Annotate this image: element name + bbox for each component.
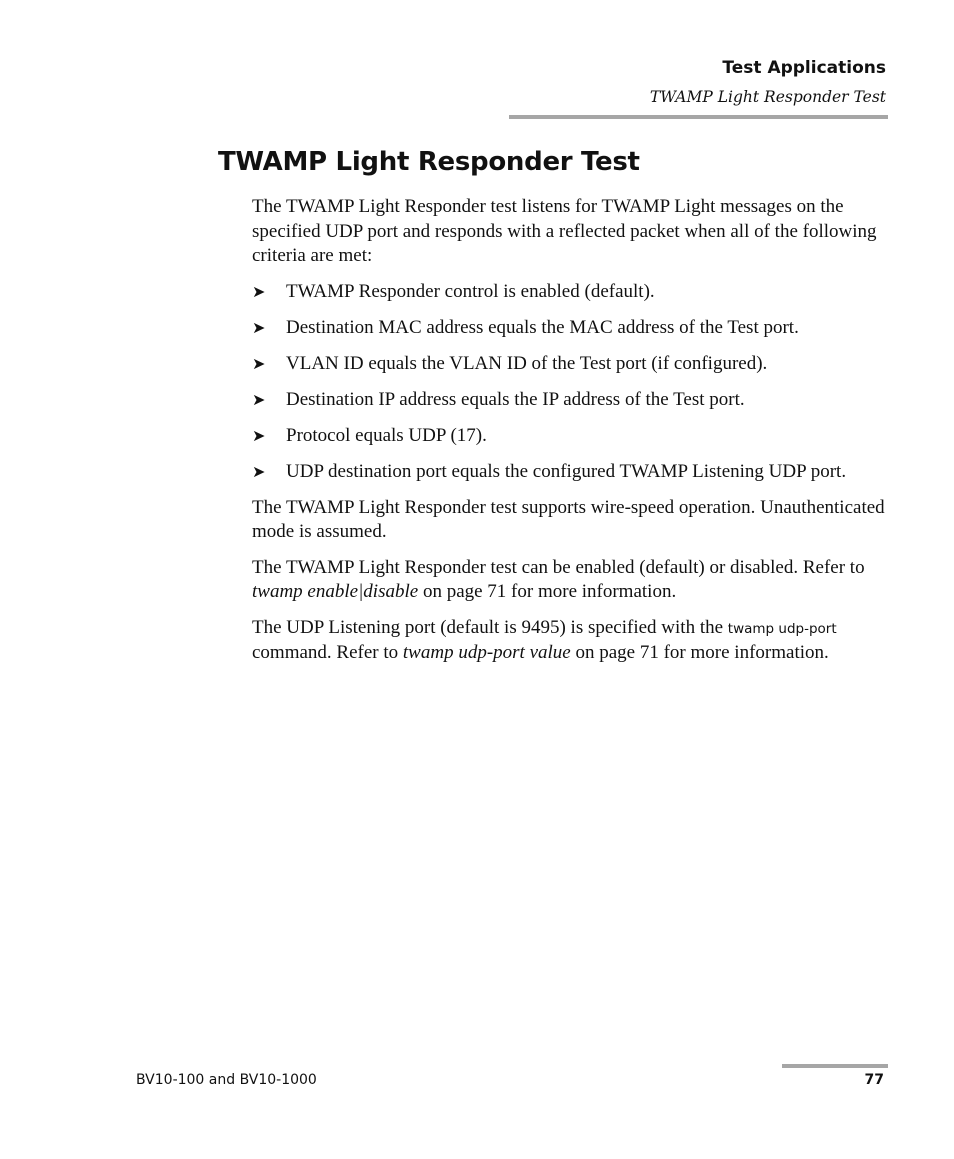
arrow-bullet-icon: ➤ [252, 355, 266, 373]
arrow-bullet-icon: ➤ [252, 391, 266, 409]
header-section-title: TWAMP Light Responder Test [649, 88, 886, 106]
header-chapter-title: Test Applications [722, 58, 886, 78]
page-number: 77 [864, 1072, 884, 1088]
enable-text-2: on page 71 for more information. [418, 581, 677, 602]
udp-text-2: command. Refer to [252, 642, 403, 663]
enable-text-1: The TWAMP Light Responder test can be enabled (default) or disabled. Refer to [252, 556, 865, 578]
list-item [252, 388, 888, 413]
list-item-text: TWAMP Responder control is enabled (default). [286, 280, 655, 302]
enable-reference-link[interactable]: twamp enable|disable [252, 581, 419, 602]
arrow-bullet-icon: ➤ [252, 283, 266, 301]
list-item-text: Destination MAC address equals the MAC address of the Test port. [286, 316, 799, 338]
udp-reference-link[interactable]: twamp udp-port value [402, 642, 571, 663]
main-content [252, 195, 888, 677]
arrow-bullet-icon: ➤ [252, 463, 266, 481]
list-item [252, 424, 888, 449]
criteria-list [252, 280, 888, 485]
arrow-bullet-icon: ➤ [252, 427, 266, 445]
udp-port-command: twamp udp-port [727, 620, 837, 637]
list-item-text: Protocol equals UDP (17). [286, 424, 487, 446]
list-item [252, 316, 888, 341]
list-item-text: Destination IP address equals the IP address of the Test port. [286, 388, 745, 410]
speed-paragraph: The TWAMP Light Responder test supports wire-speed operation. Unauthenticated mode is assumed. [252, 496, 885, 542]
intro-paragraph: The TWAMP Light Responder test listens for TWAMP Light messages on the specified UDP port and responds with a reflected packet when all of the following criteria are met: [252, 196, 877, 266]
running-header [650, 56, 886, 108]
list-item-text: UDP destination port equals the configured TWAMP Listening UDP port. [286, 460, 847, 482]
arrow-bullet-icon: ➤ [252, 319, 266, 337]
footer-product-name: BV10-100 and BV10-1000 [136, 1072, 317, 1088]
list-item-text: VLAN ID equals the VLAN ID of the Test port (if configured). [286, 352, 768, 374]
udp-text-3: on page 71 for more information. [570, 642, 829, 663]
udp-port-paragraph [252, 616, 888, 666]
footer-rule [782, 1064, 888, 1068]
list-item [252, 460, 888, 485]
list-item [252, 280, 888, 305]
list-item [252, 352, 888, 377]
header-rule [509, 115, 888, 119]
udp-text-1: The UDP Listening port (default is 9495) is specified with the [252, 616, 728, 638]
enable-paragraph [252, 556, 888, 605]
page-title: TWAMP Light Responder Test [218, 147, 640, 177]
